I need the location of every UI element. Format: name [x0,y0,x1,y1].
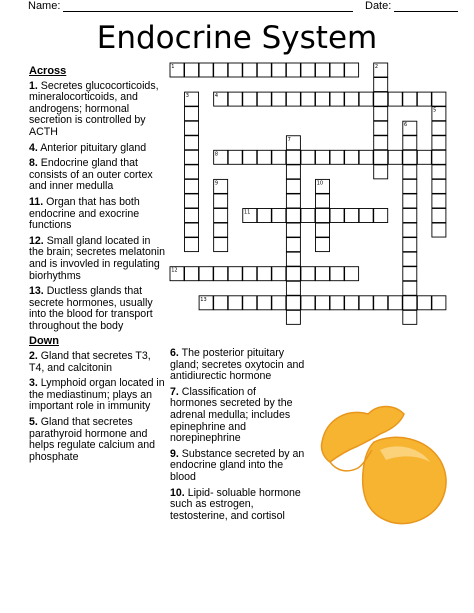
grid-cell[interactable] [403,223,417,237]
grid-cell[interactable] [286,165,300,179]
grid-cell[interactable] [374,136,388,150]
grid-cell[interactable] [403,267,417,281]
grid-cell[interactable] [374,150,388,164]
grid-cell[interactable] [432,296,446,310]
grid-cell[interactable] [286,179,300,193]
grid-number: 8 [214,151,219,158]
grid-cell[interactable] [432,223,446,237]
grid-cell[interactable] [374,165,388,179]
grid-number: 7 [287,136,291,143]
grid-cell[interactable] [417,296,431,310]
grid-cell[interactable] [257,209,271,223]
grid-number: 6 [404,122,408,129]
name-label: Name: [28,0,61,12]
clue-across-13: 13. Ductless glands that secrete hormones, usually into the blood for transport throughout the body [29,285,153,332]
grid-cell[interactable] [345,63,359,77]
grid-cell[interactable] [243,296,257,310]
grid-cell[interactable] [403,179,417,193]
across-heading: Across [29,65,67,77]
grid-cell[interactable] [286,281,300,295]
grid-cell[interactable] [185,107,199,121]
grid-cell[interactable] [301,267,315,281]
down-heading: Down [29,335,59,348]
clue-down-9: 9. Substance secreted by an endocrine gland into the blood [170,447,305,483]
grid-number: 1 [171,64,175,70]
grid-cell[interactable] [185,223,199,237]
clue-across-11: 11. Organ that has both endocrine and exocrine functions [29,195,140,232]
clue-down-5: 5. Gland that secretes parathyroid hormone and helps regulate calcium and phosphate [29,416,156,463]
grid-cell[interactable] [403,296,417,310]
grid-cell[interactable] [286,238,300,252]
grid-cell[interactable] [316,150,330,164]
clue-down-10: 10. Lipid- soluable hormone such as estrogen, testosterine, and cortisol [170,486,301,522]
grid-cell[interactable] [432,194,446,208]
grid-cell[interactable] [374,209,388,223]
grid-cell[interactable] [316,63,330,77]
grid-cell[interactable] [301,63,315,77]
grid-cell[interactable] [345,150,359,164]
grid-number: 5 [433,107,437,114]
grid-cell[interactable] [272,267,286,281]
grid-cell[interactable] [417,150,431,164]
grid-cell[interactable] [228,296,242,310]
grid-cell[interactable] [272,92,286,106]
grid-cell[interactable] [286,150,300,164]
grid-cell[interactable] [316,238,330,252]
grid-cell[interactable] [345,296,359,310]
clue-down-3: 3. Lymphoid organ located in the mediastinum; plays an important role in immunity [29,377,165,413]
grid-cell[interactable] [214,296,228,310]
grid-cell[interactable] [403,194,417,208]
grid-cell[interactable] [272,150,286,164]
grid-number: 9 [214,180,219,187]
grid-cell[interactable] [432,209,446,223]
grid-cell[interactable] [286,267,300,281]
grid-cell[interactable] [359,209,373,223]
grid-cell[interactable] [286,223,300,237]
grid-cell[interactable] [345,92,359,106]
grid-cell[interactable] [272,296,286,310]
grid-cell[interactable] [243,92,257,106]
grid-cell[interactable] [330,296,344,310]
grid-cell[interactable] [185,267,199,281]
grid-number: 12 [171,267,178,274]
grid-cell[interactable] [301,209,315,223]
grid-cell[interactable] [243,63,257,77]
grid-number: 3 [185,93,189,100]
grid-cell[interactable] [403,310,417,324]
grid-cell[interactable] [345,209,359,223]
grid-cell[interactable] [374,92,388,106]
grid-cell[interactable] [301,92,315,106]
grid-cell[interactable] [432,150,446,164]
grid-cell[interactable] [374,78,388,92]
grid-cell[interactable] [286,63,300,77]
clue-down-7: 7. Classification of hormones secreted by the adrenal medulla; includes epinephrine and norepinephrine [170,385,293,445]
clue-down-2: 2. Gland that secretes T3, T4, and calcitonin [29,350,151,374]
grid-cell[interactable] [214,267,228,281]
grid-cell[interactable] [417,92,431,106]
grid-cell[interactable] [243,150,257,164]
grid-number: 4 [214,93,219,100]
grid-cell[interactable] [330,150,344,164]
grid-cell[interactable] [403,238,417,252]
grid-cell[interactable] [286,92,300,106]
grid-cell[interactable] [330,63,344,77]
grid-cell[interactable] [359,150,373,164]
grid-cell[interactable] [257,150,271,164]
grid-cell[interactable] [185,209,199,223]
page-title: Endocrine System [96,20,378,56]
clue-across-1: 1. Secretes glucocorticoids, mineralocorticoids, and androgens; hormonal secretion is controlled by ACTH [29,79,159,138]
grid-cell[interactable] [228,63,242,77]
grid-cell[interactable] [403,165,417,179]
grid-cell[interactable] [214,238,228,252]
grid-cell[interactable] [185,179,199,193]
grid-cell[interactable] [316,296,330,310]
grid-cell[interactable] [316,223,330,237]
grid-cell[interactable] [403,209,417,223]
grid-cell[interactable] [403,252,417,266]
grid-cell[interactable] [330,209,344,223]
clue-across-8: 8. Endocrine gland that consists of an outer cortex and inner medulla [29,157,153,193]
grid-cell[interactable] [432,92,446,106]
grid-cell[interactable] [257,92,271,106]
grid-cell[interactable] [330,92,344,106]
grid-cell[interactable] [199,63,213,77]
grid-cell[interactable] [330,267,344,281]
grid-cell[interactable] [214,223,228,237]
grid-cell[interactable] [185,121,199,135]
grid-cell[interactable] [316,267,330,281]
grid-cell[interactable] [345,267,359,281]
grid-cell[interactable] [286,310,300,324]
grid-cell[interactable] [185,238,199,252]
grid-cell[interactable] [272,63,286,77]
grid-cell[interactable] [286,252,300,266]
grid-cell[interactable] [374,107,388,121]
clue-down-6: 6. The posterior pituitary gland; secretes oxytocin and antidiurectic hormone [170,347,305,383]
grid-cell[interactable] [403,150,417,164]
grid-cell[interactable] [228,150,242,164]
grid-cell[interactable] [286,194,300,208]
grid-cell[interactable] [257,63,271,77]
gland-illustration [316,398,456,538]
grid-cell[interactable] [185,63,199,77]
grid-cell[interactable] [316,194,330,208]
grid-cell[interactable] [403,92,417,106]
grid-cell[interactable] [301,150,315,164]
grid-number: 11 [243,209,251,216]
grid-cell[interactable] [388,92,402,106]
grid-cell[interactable] [272,209,286,223]
grid-cell[interactable] [432,136,446,150]
grid-cell[interactable] [185,165,199,179]
grid-cell[interactable] [316,92,330,106]
grid-number: 2 [374,64,379,70]
grid-cell[interactable] [214,194,228,208]
grid-cell[interactable] [257,296,271,310]
grid-cell[interactable] [403,281,417,295]
date-label: Date: [365,0,392,12]
grid-cell[interactable] [301,296,315,310]
grid-cell[interactable] [359,296,373,310]
grid-cell[interactable] [359,92,373,106]
grid-cell[interactable] [374,121,388,135]
clue-across-12: 12. Small gland located in the brain; secretes melatonin and is invovled in regulating biorhythms [29,234,166,282]
grid-cell[interactable] [214,63,228,77]
grid-cell[interactable] [243,267,257,281]
clue-across-4: 4. Anterior pituitary gland [29,141,147,154]
grid-cell[interactable] [388,296,402,310]
grid-cell[interactable] [228,92,242,106]
grid-cell[interactable] [257,267,271,281]
grid-cell[interactable] [214,209,228,223]
grid-cell[interactable] [316,209,330,223]
grid-cell[interactable] [185,150,199,164]
grid-number: 10 [316,180,324,187]
grid-cell[interactable] [432,179,446,193]
grid-cell[interactable] [374,296,388,310]
grid-cell[interactable] [286,209,300,223]
clues-right-column [170,348,306,526]
clues-left-column [29,66,167,467]
grid-cell[interactable] [403,136,417,150]
grid-cell[interactable] [388,150,402,164]
grid-cell[interactable] [185,136,199,150]
grid-cell[interactable] [286,296,300,310]
grid-cell[interactable] [185,194,199,208]
grid-cell[interactable] [199,267,213,281]
grid-number: 13 [200,296,207,303]
grid-cell[interactable] [432,165,446,179]
grid-cell[interactable] [432,121,446,135]
grid-cell[interactable] [228,267,242,281]
